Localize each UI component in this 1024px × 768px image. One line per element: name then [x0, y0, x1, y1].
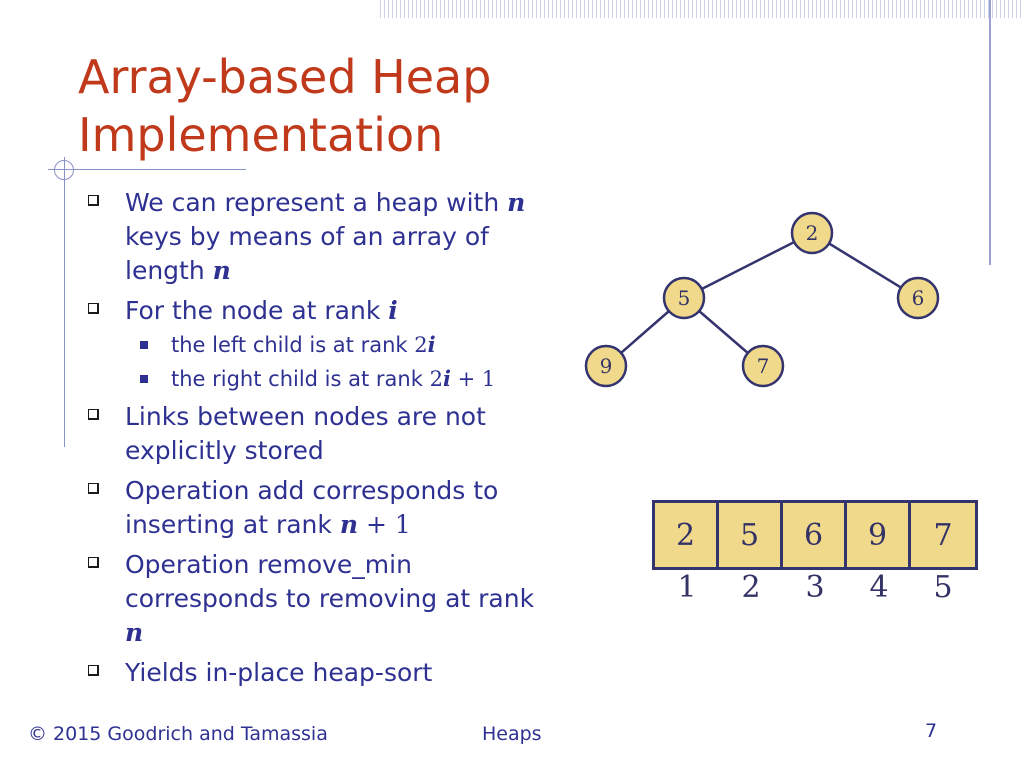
heap-array [652, 500, 978, 570]
decorative-top-band [380, 0, 1024, 18]
checkbox-bullet-icon [88, 195, 99, 206]
checkbox-bullet-icon [88, 303, 99, 314]
array-index: 4 [869, 570, 889, 605]
title-line-1: Array-based Heap [78, 50, 492, 104]
tree-node-label: 5 [677, 286, 691, 310]
bullet-item: Links between nodes are not explicitly stored [88, 400, 558, 468]
array-cell: 5 [719, 503, 783, 567]
checkbox-bullet-icon [88, 483, 99, 494]
array-index: 3 [805, 570, 825, 605]
sub-bullet-item: the right child is at rank 2i + 1 [88, 362, 558, 396]
title-underline [48, 169, 246, 170]
tree-node-label: 2 [805, 221, 819, 245]
tree-node [586, 346, 626, 386]
bullet-item: For the node at rank i [88, 294, 558, 328]
array-cell: 6 [783, 503, 847, 567]
tree-node-label: 7 [756, 354, 770, 378]
bullet-item: We can represent a heap with n keys by means of an array of length n [88, 186, 558, 288]
square-bullet-icon [140, 341, 148, 349]
bullet-item: Yields in-place heap-sort [88, 656, 558, 690]
square-bullet-icon [140, 375, 148, 383]
decorative-vertical-line [989, 0, 991, 265]
crosshair-icon [54, 160, 74, 180]
array-cell: 7 [911, 503, 975, 567]
footer-topic: Heaps [482, 723, 542, 745]
footer-copyright: © 2015 Goodrich and Tamassia [28, 723, 328, 745]
tree-node [743, 346, 783, 386]
bullet-item: Operation remove_min corresponds to removing at rank n [88, 548, 558, 650]
tree-node [664, 278, 704, 318]
tree-edge-2-5 [684, 233, 812, 298]
checkbox-bullet-icon [88, 409, 99, 420]
tree-node [898, 278, 938, 318]
bullet-list [88, 186, 558, 696]
decorative-left-rule [64, 157, 65, 447]
slide-title [78, 48, 491, 164]
sub-bullet-item: the left child is at rank 2i [88, 328, 558, 362]
heap-tree-diagram [580, 205, 950, 395]
array-cell: 9 [847, 503, 911, 567]
array-cell: 2 [655, 503, 719, 567]
checkbox-bullet-icon [88, 557, 99, 568]
page-number: 7 [925, 720, 938, 742]
checkbox-bullet-icon [88, 665, 99, 676]
title-line-2: Implementation [78, 108, 444, 162]
array-index: 5 [933, 570, 953, 605]
array-index: 2 [741, 570, 761, 605]
tree-node-label: 6 [911, 286, 925, 310]
array-index: 1 [677, 570, 697, 605]
tree-node [792, 213, 832, 253]
bullet-item: Operation add corresponds to inserting at rank n + 1 [88, 474, 558, 542]
array-indices [655, 570, 975, 605]
tree-node-label: 9 [599, 354, 613, 378]
